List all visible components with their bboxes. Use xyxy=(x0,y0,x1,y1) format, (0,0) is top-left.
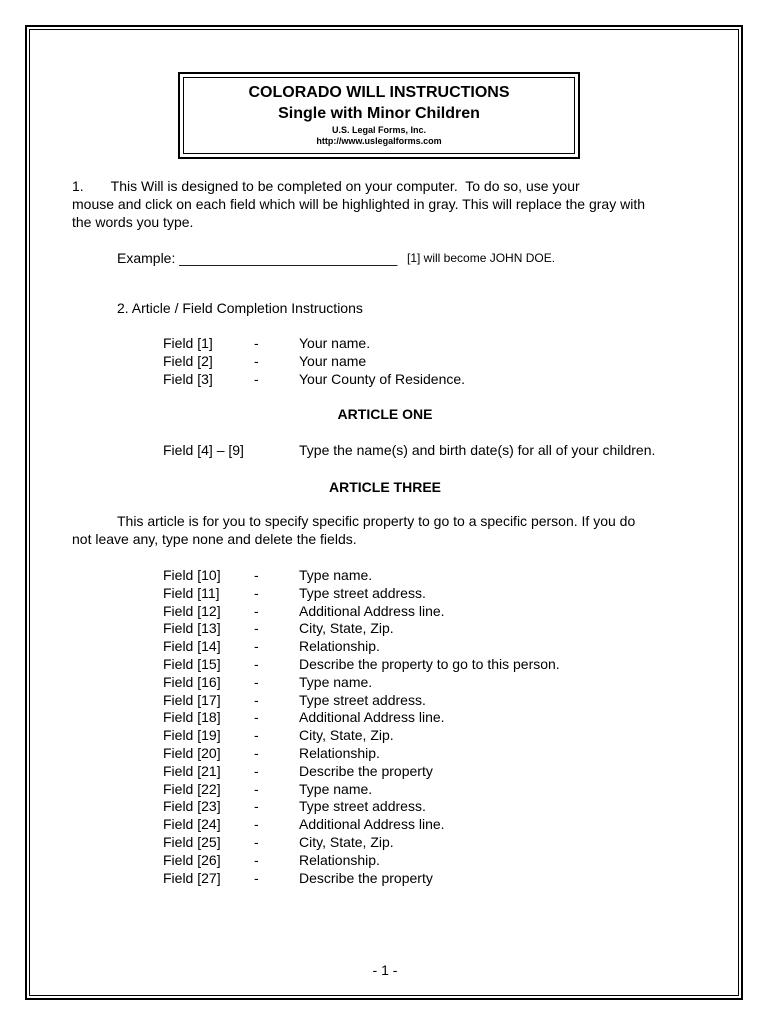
field-row xyxy=(0,692,770,710)
field-dash: - xyxy=(254,869,259,886)
field-description: Additional Address line. xyxy=(299,602,445,619)
field-dash: - xyxy=(254,834,259,850)
field-row xyxy=(0,727,770,745)
document-subtitle: Single with Minor Children xyxy=(278,105,480,122)
field-label: Field [14] xyxy=(163,638,221,655)
page-number: - 1 - xyxy=(372,962,398,978)
field-description: City, State, Zip. xyxy=(299,727,394,744)
field-dash: - xyxy=(254,656,259,672)
section1-line3: the words you type. xyxy=(72,214,194,230)
field-dash: - xyxy=(254,638,259,655)
field-label: Field [13] xyxy=(163,620,221,637)
title-box xyxy=(183,77,575,154)
field-row xyxy=(0,674,770,692)
field-description: Describe the property xyxy=(299,869,433,886)
article-one-field-row xyxy=(0,442,770,460)
company-name: U.S. Legal Forms, Inc. xyxy=(331,125,427,135)
section1-line2: mouse and click on each field which will be highlighted in gray. This will replace the gray with xyxy=(72,196,645,212)
field-row xyxy=(0,585,770,603)
field-row xyxy=(0,371,770,389)
field-label: Field [27] xyxy=(163,869,221,886)
section1-line1: 1. This Will is designed to be completed on your computer. To do so, use your xyxy=(72,178,580,194)
field-description: Your County of Residence. xyxy=(299,371,466,387)
article-three-intro-line2: not leave any, type none and delete the fields. xyxy=(72,531,357,547)
field-dash: - xyxy=(254,673,259,690)
field-dash: - xyxy=(254,567,259,583)
field-label: Field [18] xyxy=(163,709,221,726)
field-dash: - xyxy=(254,620,259,637)
field-description: Relationship. xyxy=(299,851,380,868)
field-dash: - xyxy=(254,745,259,761)
field-description: Type street address. xyxy=(299,584,426,601)
field-row xyxy=(0,353,770,371)
field-description: Type name. xyxy=(299,673,373,690)
field-description: Your name. xyxy=(299,335,371,351)
field-description: Type the name(s) and birth date(s) for all of your children. xyxy=(299,442,656,458)
field-description: Type street address. xyxy=(299,691,426,708)
field-label: Field [10] xyxy=(163,567,221,583)
section2-heading: 2. Article / Field Completion Instructions xyxy=(117,300,363,316)
field-label: Field [1] xyxy=(163,335,213,351)
field-label: Field [24] xyxy=(163,816,221,833)
field-description: Additional Address line. xyxy=(299,709,445,726)
field-label: Field [4] – [9] xyxy=(163,442,244,458)
field-row xyxy=(0,816,770,834)
article-three-intro-line1: This article is for you to specify specific property to go to a specific person. If you do xyxy=(117,513,636,529)
field-label: Field [2] xyxy=(163,353,213,369)
field-dash: - xyxy=(254,353,259,369)
field-label: Field [16] xyxy=(163,673,221,690)
example-result: [1] will become JOHN DOE. xyxy=(407,251,556,265)
field-description: Describe the property xyxy=(299,762,433,779)
field-label: Field [22] xyxy=(163,780,221,797)
field-description: Type name. xyxy=(299,567,373,583)
field-label: Field [15] xyxy=(163,656,221,672)
field-description: Your name xyxy=(299,353,367,369)
field-row xyxy=(0,781,770,799)
field-row xyxy=(0,567,770,585)
field-dash: - xyxy=(254,816,259,833)
field-dash: - xyxy=(254,584,259,601)
field-dash: - xyxy=(254,780,259,797)
field-dash: - xyxy=(254,691,259,708)
field-label: Field [23] xyxy=(163,798,221,815)
company-url: http://www.uslegalforms.com xyxy=(316,136,442,146)
field-dash: - xyxy=(254,851,259,868)
article-one-heading: ARTICLE ONE xyxy=(337,406,433,422)
field-description: City, State, Zip. xyxy=(299,620,394,637)
field-row xyxy=(0,834,770,852)
field-row xyxy=(0,709,770,727)
document-title: COLORADO WILL INSTRUCTIONS xyxy=(248,84,510,101)
field-row xyxy=(0,852,770,870)
field-label: Field [20] xyxy=(163,745,221,761)
field-dash: - xyxy=(254,602,259,619)
field-row xyxy=(0,798,770,816)
field-description: Relationship. xyxy=(299,638,380,655)
example-label: Example: ____________________________ xyxy=(117,250,398,266)
field-label: Field [19] xyxy=(163,727,221,744)
field-row xyxy=(0,745,770,763)
field-description: Type name. xyxy=(299,780,373,797)
field-dash: - xyxy=(254,371,259,387)
field-description: Additional Address line. xyxy=(299,816,445,833)
field-label: Field [3] xyxy=(163,371,213,387)
field-dash: - xyxy=(254,762,259,779)
field-dash: - xyxy=(254,798,259,815)
field-row xyxy=(0,620,770,638)
field-row xyxy=(0,656,770,674)
field-row xyxy=(0,763,770,781)
field-label: Field [26] xyxy=(163,851,221,868)
field-description: Describe the property to go to this person. xyxy=(299,656,560,672)
field-label: Field [12] xyxy=(163,602,221,619)
field-dash: - xyxy=(254,335,259,351)
field-description: Relationship. xyxy=(299,745,380,761)
field-row xyxy=(0,870,770,888)
article-three-heading: ARTICLE THREE xyxy=(329,479,441,495)
field-row xyxy=(0,638,770,656)
field-description: City, State, Zip. xyxy=(299,834,394,850)
field-label: Field [21] xyxy=(163,762,221,779)
field-label: Field [25] xyxy=(163,834,221,850)
field-row xyxy=(0,335,770,353)
field-dash: - xyxy=(254,727,259,744)
field-label: Field [17] xyxy=(163,691,221,708)
field-description: Type street address. xyxy=(299,798,426,815)
field-label: Field [11] xyxy=(163,584,220,601)
field-dash: - xyxy=(254,709,259,726)
field-row xyxy=(0,603,770,621)
